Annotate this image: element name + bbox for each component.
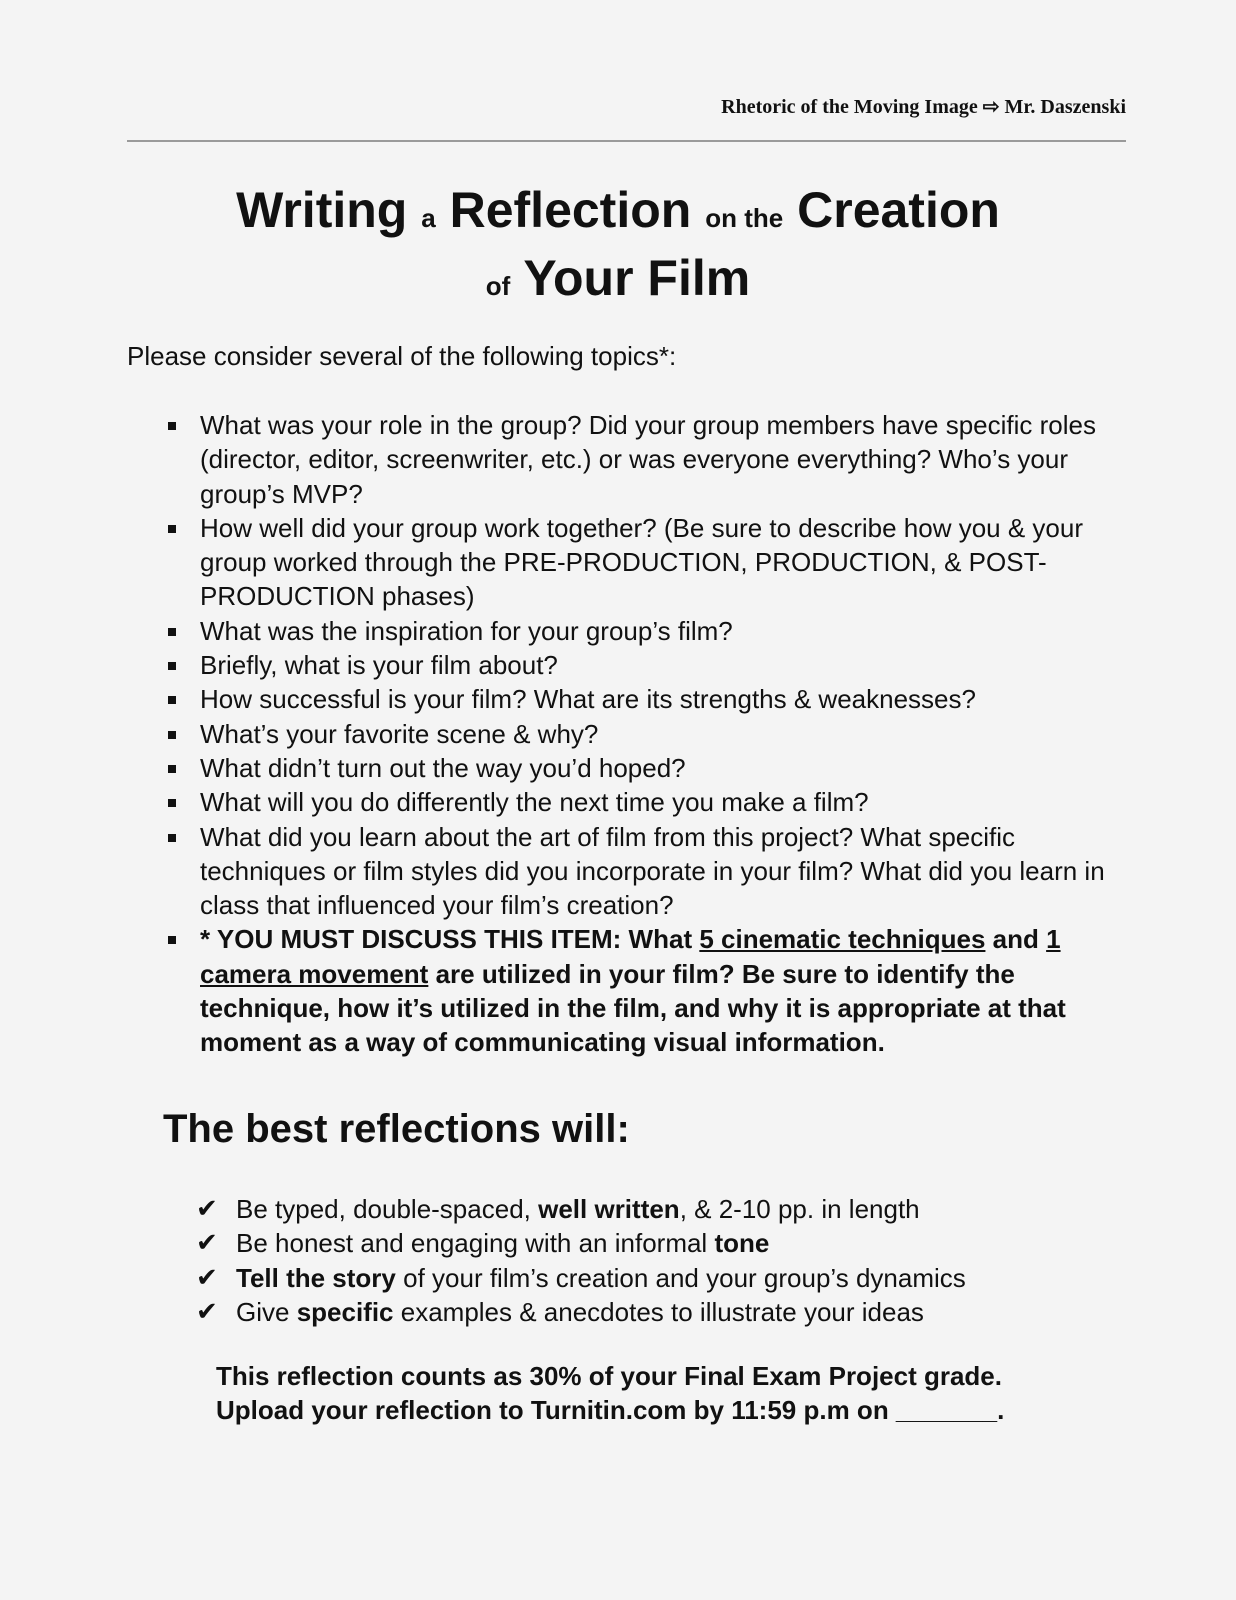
bullet-icon [168,628,176,636]
topic-text: What didn’t turn out the way you’d hoped? [200,752,686,783]
title-word: Reflection [449,182,692,238]
section-heading: The best reflections will: [163,1107,630,1151]
criteria-emphasis: well written [538,1194,680,1224]
list-item [160,751,1120,785]
list-item [196,1226,966,1260]
list-item [196,1261,966,1295]
title-word: Writing [236,182,408,238]
arrow-icon: ⇨ [982,96,1000,118]
grade-weight-note: This reflection counts as 30% of your Final Exam Project grade. [216,1361,1002,1391]
required-text: are utilized in your film? Be sure to identify the technique, how it’s utilized in the film, and why it is appropriate at that moment as a way of communicating visual information. [200,958,1066,1058]
required-emphasis: 1 camera movement [200,924,1061,989]
intro-text: Please consider several of the following topics*: [127,341,677,371]
page-header [721,94,1126,119]
bullet-icon [168,799,176,807]
criteria-emphasis: Tell the story [236,1262,396,1293]
topic-text: Briefly, what is your film about? [200,650,558,681]
list-item [196,1295,966,1329]
bullet-icon [168,525,176,533]
bullet-icon [168,662,176,670]
list-item [160,408,1120,511]
topic-text: How well did your group work together? (Be sure to describe how you & your group worked through the PRE-PRODUCTION, PRODUCTION, & POST-PRODUCTION phases) [200,512,1083,612]
required-text: * YOU MUST DISCUSS THIS ITEM: What [200,924,700,955]
bullet-icon [168,936,176,944]
checkmark-icon: ✔ [196,1194,218,1224]
criteria-text: Give [236,1296,297,1327]
title-word: Creation [797,182,1000,238]
criteria-emphasis: tone [714,1228,770,1259]
bullet-icon [168,696,176,704]
title-word: a [421,203,436,233]
list-item [160,511,1120,614]
required-list-item [160,922,1120,1059]
required-text: and [985,924,1047,955]
topic-text: What did you learn about the art of film from this project? What specific techniques or film styles did you incorporate in your film? What did you learn in class that influenced your film’s creation? [200,821,1105,921]
checkmark-icon: ✔ [196,1228,218,1259]
topic-text: What was the inspiration for your group’s film? [200,615,733,646]
topic-text: What will you do differently the next time you make a film? [200,787,869,818]
topics-list [160,408,1120,1060]
criteria-text: Be typed, double-spaced, [236,1194,539,1224]
list-item [160,648,1120,682]
list-item [196,1192,966,1226]
list-item [160,717,1120,751]
criteria-text: of your film’s creation and your group’s dynamics [395,1262,966,1293]
title-word: on the [705,203,784,233]
criteria-list [196,1192,966,1329]
course-name: Rhetoric of the Moving Image [721,96,978,118]
topic-text: What was your role in the group? Did your group members have specific roles (director, editor, screenwriter, etc.) or was everyone everything? Who’s your group’s MVP? [200,410,1096,509]
checkmark-icon: ✔ [196,1296,218,1327]
criteria-text: , & 2-10 pp. in length [679,1194,920,1224]
title-line-1 [0,180,1236,248]
topic-text: What’s your favorite scene & why? [200,718,599,749]
title-line-2 [0,248,1236,316]
list-item [160,820,1120,923]
title-word: Your Film [523,250,751,306]
title-word: of [485,271,511,301]
page-title [0,180,1236,316]
footer-note [216,1359,1004,1428]
criteria-emphasis: specific [296,1296,394,1327]
criteria-text: Be honest and engaging with an informal [236,1228,715,1259]
bullet-icon [168,765,176,773]
header-divider [127,140,1126,142]
teacher-name: Mr. Daszenski [1004,96,1126,118]
required-emphasis: 5 cinematic techniques [699,924,986,955]
bullet-icon [168,834,176,842]
list-item [160,682,1120,716]
topic-text: How successful is your film? What are its strengths & weaknesses? [200,684,976,715]
list-item [160,614,1120,648]
bullet-icon [168,731,176,739]
criteria-text: examples & anecdotes to illustrate your ideas [393,1296,924,1327]
list-item [160,785,1120,819]
checkmark-icon: ✔ [196,1262,218,1293]
bullet-icon [168,422,176,430]
upload-deadline-note: Upload your reflection to Turnitin.com by 11:59 p.m on _______. [216,1395,1005,1426]
